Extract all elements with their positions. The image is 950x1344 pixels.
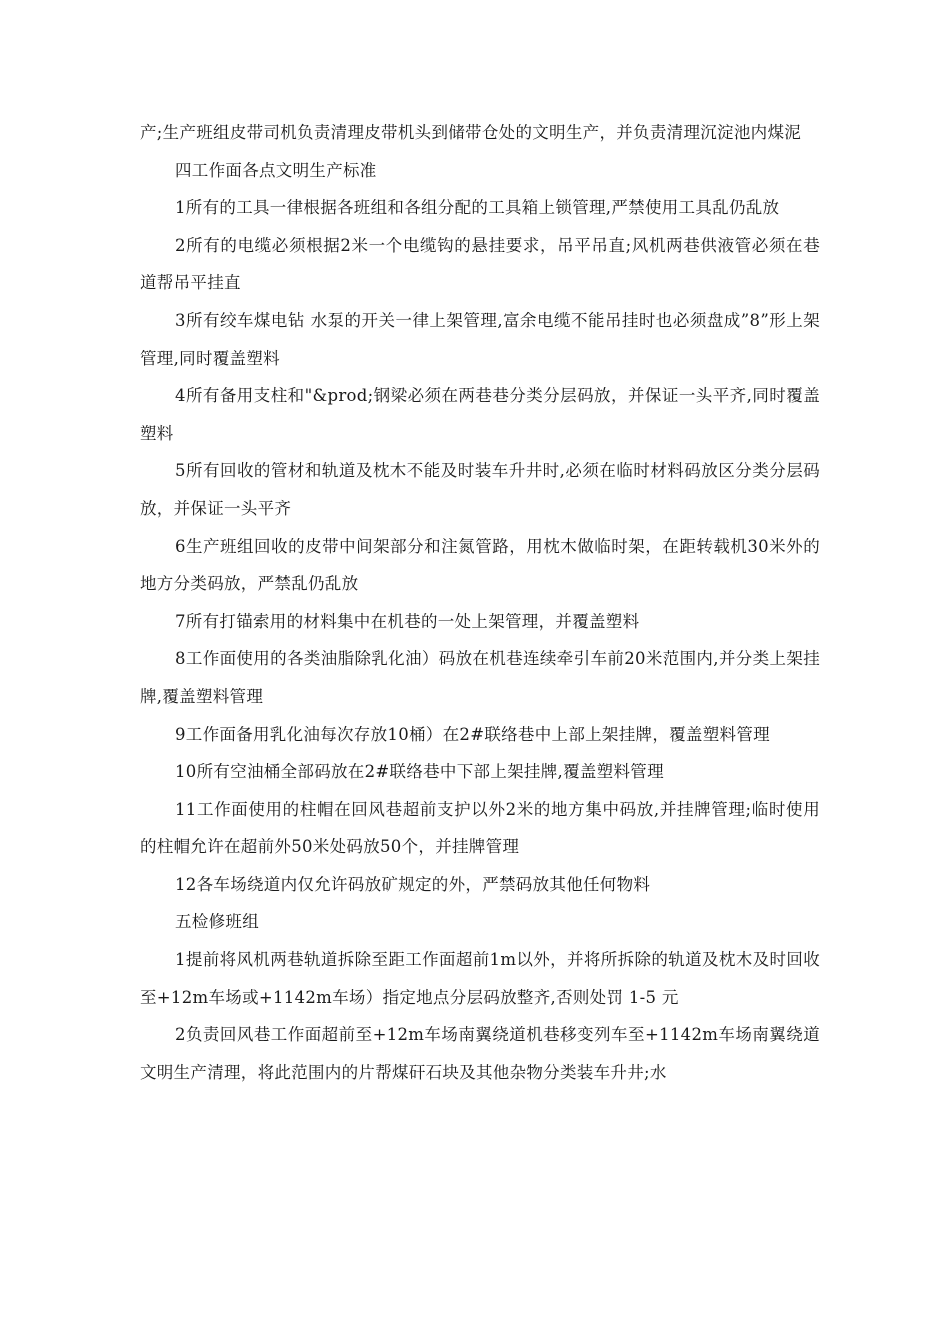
paragraph-rule-10: 10所有空油桶全部码放在2#联络巷中下部上架挂牌,覆盖塑料管理: [175, 762, 664, 782]
section-heading-5: 五检修班组: [175, 912, 259, 932]
paragraph-rule-11: 11工作面使用的柱帽在回风巷超前支护以外2米的地方集中码放,并挂牌管理;临时使用的柱帽允许在超前外50米处码放50个，并挂牌管理: [140, 799, 820, 857]
paragraph-rule-3: 3所有绞车煤电钻 水泵的开关一律上架管理,富余电缆不能吊挂时也必须盘成”8”形上架管理,同时覆盖塑料: [140, 310, 820, 368]
paragraph-rule-2: 2所有的电缆必须根据2米一个电缆钩的悬挂要求，吊平吊直;风机两巷供液管必须在巷道帮吊平挂直: [140, 235, 820, 293]
paragraph-rule-6: 6生产班组回收的皮带中间架部分和注氮管路，用枕木做临时架，在距转载机30米外的地方分类码放，严禁乱仍乱放: [140, 536, 820, 594]
paragraph-rule-5: 5所有回收的管材和轨道及枕木不能及时装车升井时,必须在临时材料码放区分类分层码放，并保证一头平齐: [140, 461, 820, 518]
paragraph-maintenance-2: 2负责回风巷工作面超前至+12m车场南翼绕道机巷移变列车至+1142m车场南翼绕道文明生产清理，将此范围内的片帮煤矸石块及其他杂物分类装车升井;水: [140, 1025, 820, 1082]
paragraph-maintenance-1: 1提前将风机两巷轨道拆除至距工作面超前1m以外，并将所拆除的轨道及枕木及时回收至+12m车场或+1142m车场）指定地点分层码放整齐,否则处罚 1-5 元: [140, 950, 820, 1007]
paragraph-rule-4: 4所有备用支柱和"&prod;钢梁必须在两巷巷分类分层码放，并保证一头平齐,同时覆盖塑料: [140, 386, 820, 443]
paragraph-1: 产;生产班组皮带司机负责清理皮带机头到储带仓处的文明生产，并负责清理沉淀池内煤泥: [140, 123, 802, 142]
paragraph-rule-12: 12各车场绕道内仅允许码放矿规定的外，严禁码放其他任何物料: [175, 874, 651, 894]
paragraph-rule-9: 9工作面备用乳化油每次存放10桶）在2#联络巷中上部上架挂牌，覆盖塑料管理: [175, 724, 770, 744]
paragraph-rule-7: 7所有打锚索用的材料集中在机巷的一处上架管理，并覆盖塑料: [175, 611, 640, 631]
section-heading-4: 四工作面各点文明生产标准: [175, 160, 377, 180]
paragraph-rule-8: 8工作面使用的各类油脂除乳化油）码放在机巷连续牵引车前20米范围内,并分类上架挂牌,覆盖塑料管理: [140, 649, 820, 706]
paragraph-rule-1: 1所有的工具一律根据各班组和各组分配的工具箱上锁管理,严禁使用工具乱仍乱放: [175, 198, 780, 218]
document-body: [140, 114, 820, 1091]
